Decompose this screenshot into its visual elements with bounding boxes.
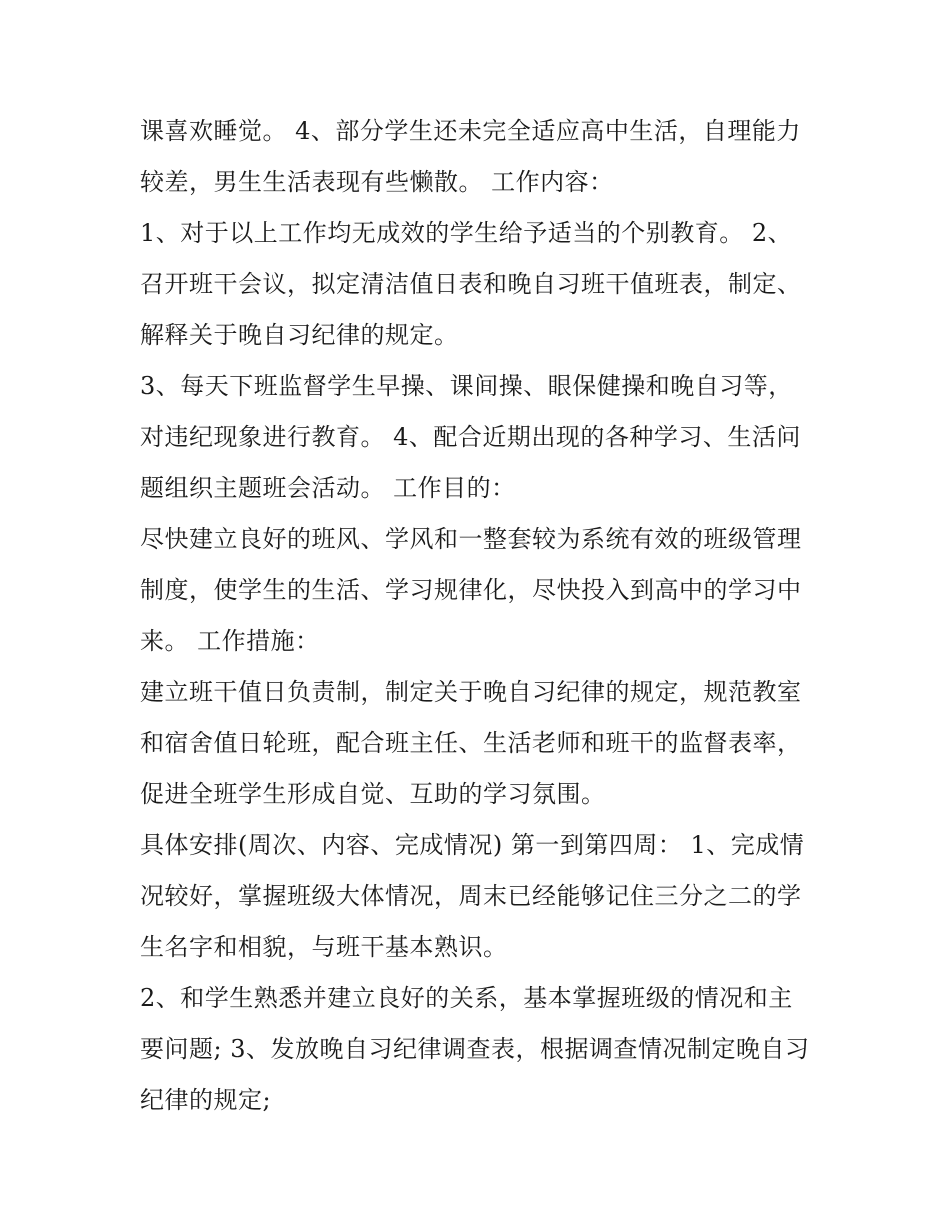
text-line-11: 来。 工作措施： bbox=[140, 627, 320, 655]
text-line-18: 2、和学生熟悉并建立良好的关系，基本掌握班级的情况和主 bbox=[140, 984, 793, 1012]
text-line-19: 要问题; 3、发放晚自习纪律调查表，根据调查情况制定晚自习 bbox=[140, 1035, 810, 1063]
text-line-1: 课喜欢睡觉。 4、部分学生还未完全适应高中生活，自理能力 bbox=[140, 117, 801, 145]
text-line-6: 3、每天下班监督学生早操、课间操、眼保健操和晚自习等， bbox=[140, 372, 793, 400]
document-body bbox=[140, 106, 820, 1126]
text-line-12: 建立班干值日负责制，制定关于晚自习纪律的规定，规范教室 bbox=[140, 678, 802, 706]
text-line-20: 纪律的规定; bbox=[140, 1086, 272, 1114]
text-line-9: 尽快建立良好的班风、学风和一整套较为系统有效的班级管理 bbox=[140, 525, 802, 553]
text-line-8: 题组织主题班会活动。 工作目的： bbox=[140, 474, 516, 502]
text-line-5: 解释关于晚自习纪律的规定。 bbox=[140, 321, 459, 349]
text-line-15: 具体安排(周次、内容、完成情况) 第一到第四周： 1、完成情 bbox=[140, 831, 805, 859]
text-line-16: 况较好，掌握班级大体情况，周末已经能够记住三分之二的学 bbox=[140, 882, 802, 910]
text-line-14: 促进全班学生形成自觉、互助的学习氛围。 bbox=[140, 780, 606, 808]
text-line-13: 和宿舍值日轮班，配合班主任、生活老师和班干的监督表率， bbox=[140, 729, 802, 757]
text-line-2: 较差，男生生活表现有些懒散。 工作内容： bbox=[140, 168, 614, 196]
text-line-3: 1、对于以上工作均无成效的学生给予适当的个别教育。 2、 bbox=[140, 219, 793, 247]
text-line-17: 生名字和相貌，与班干基本熟识。 bbox=[140, 933, 508, 961]
text-line-7: 对违纪现象进行教育。 4、配合近期出现的各种学习、生活问 bbox=[140, 423, 801, 451]
text-line-10: 制度，使学生的生活、学习规律化，尽快投入到高中的学习中 bbox=[140, 576, 802, 604]
text-line-4: 召开班干会议，拟定清洁值日表和晚自习班干值班表，制定、 bbox=[140, 270, 802, 298]
